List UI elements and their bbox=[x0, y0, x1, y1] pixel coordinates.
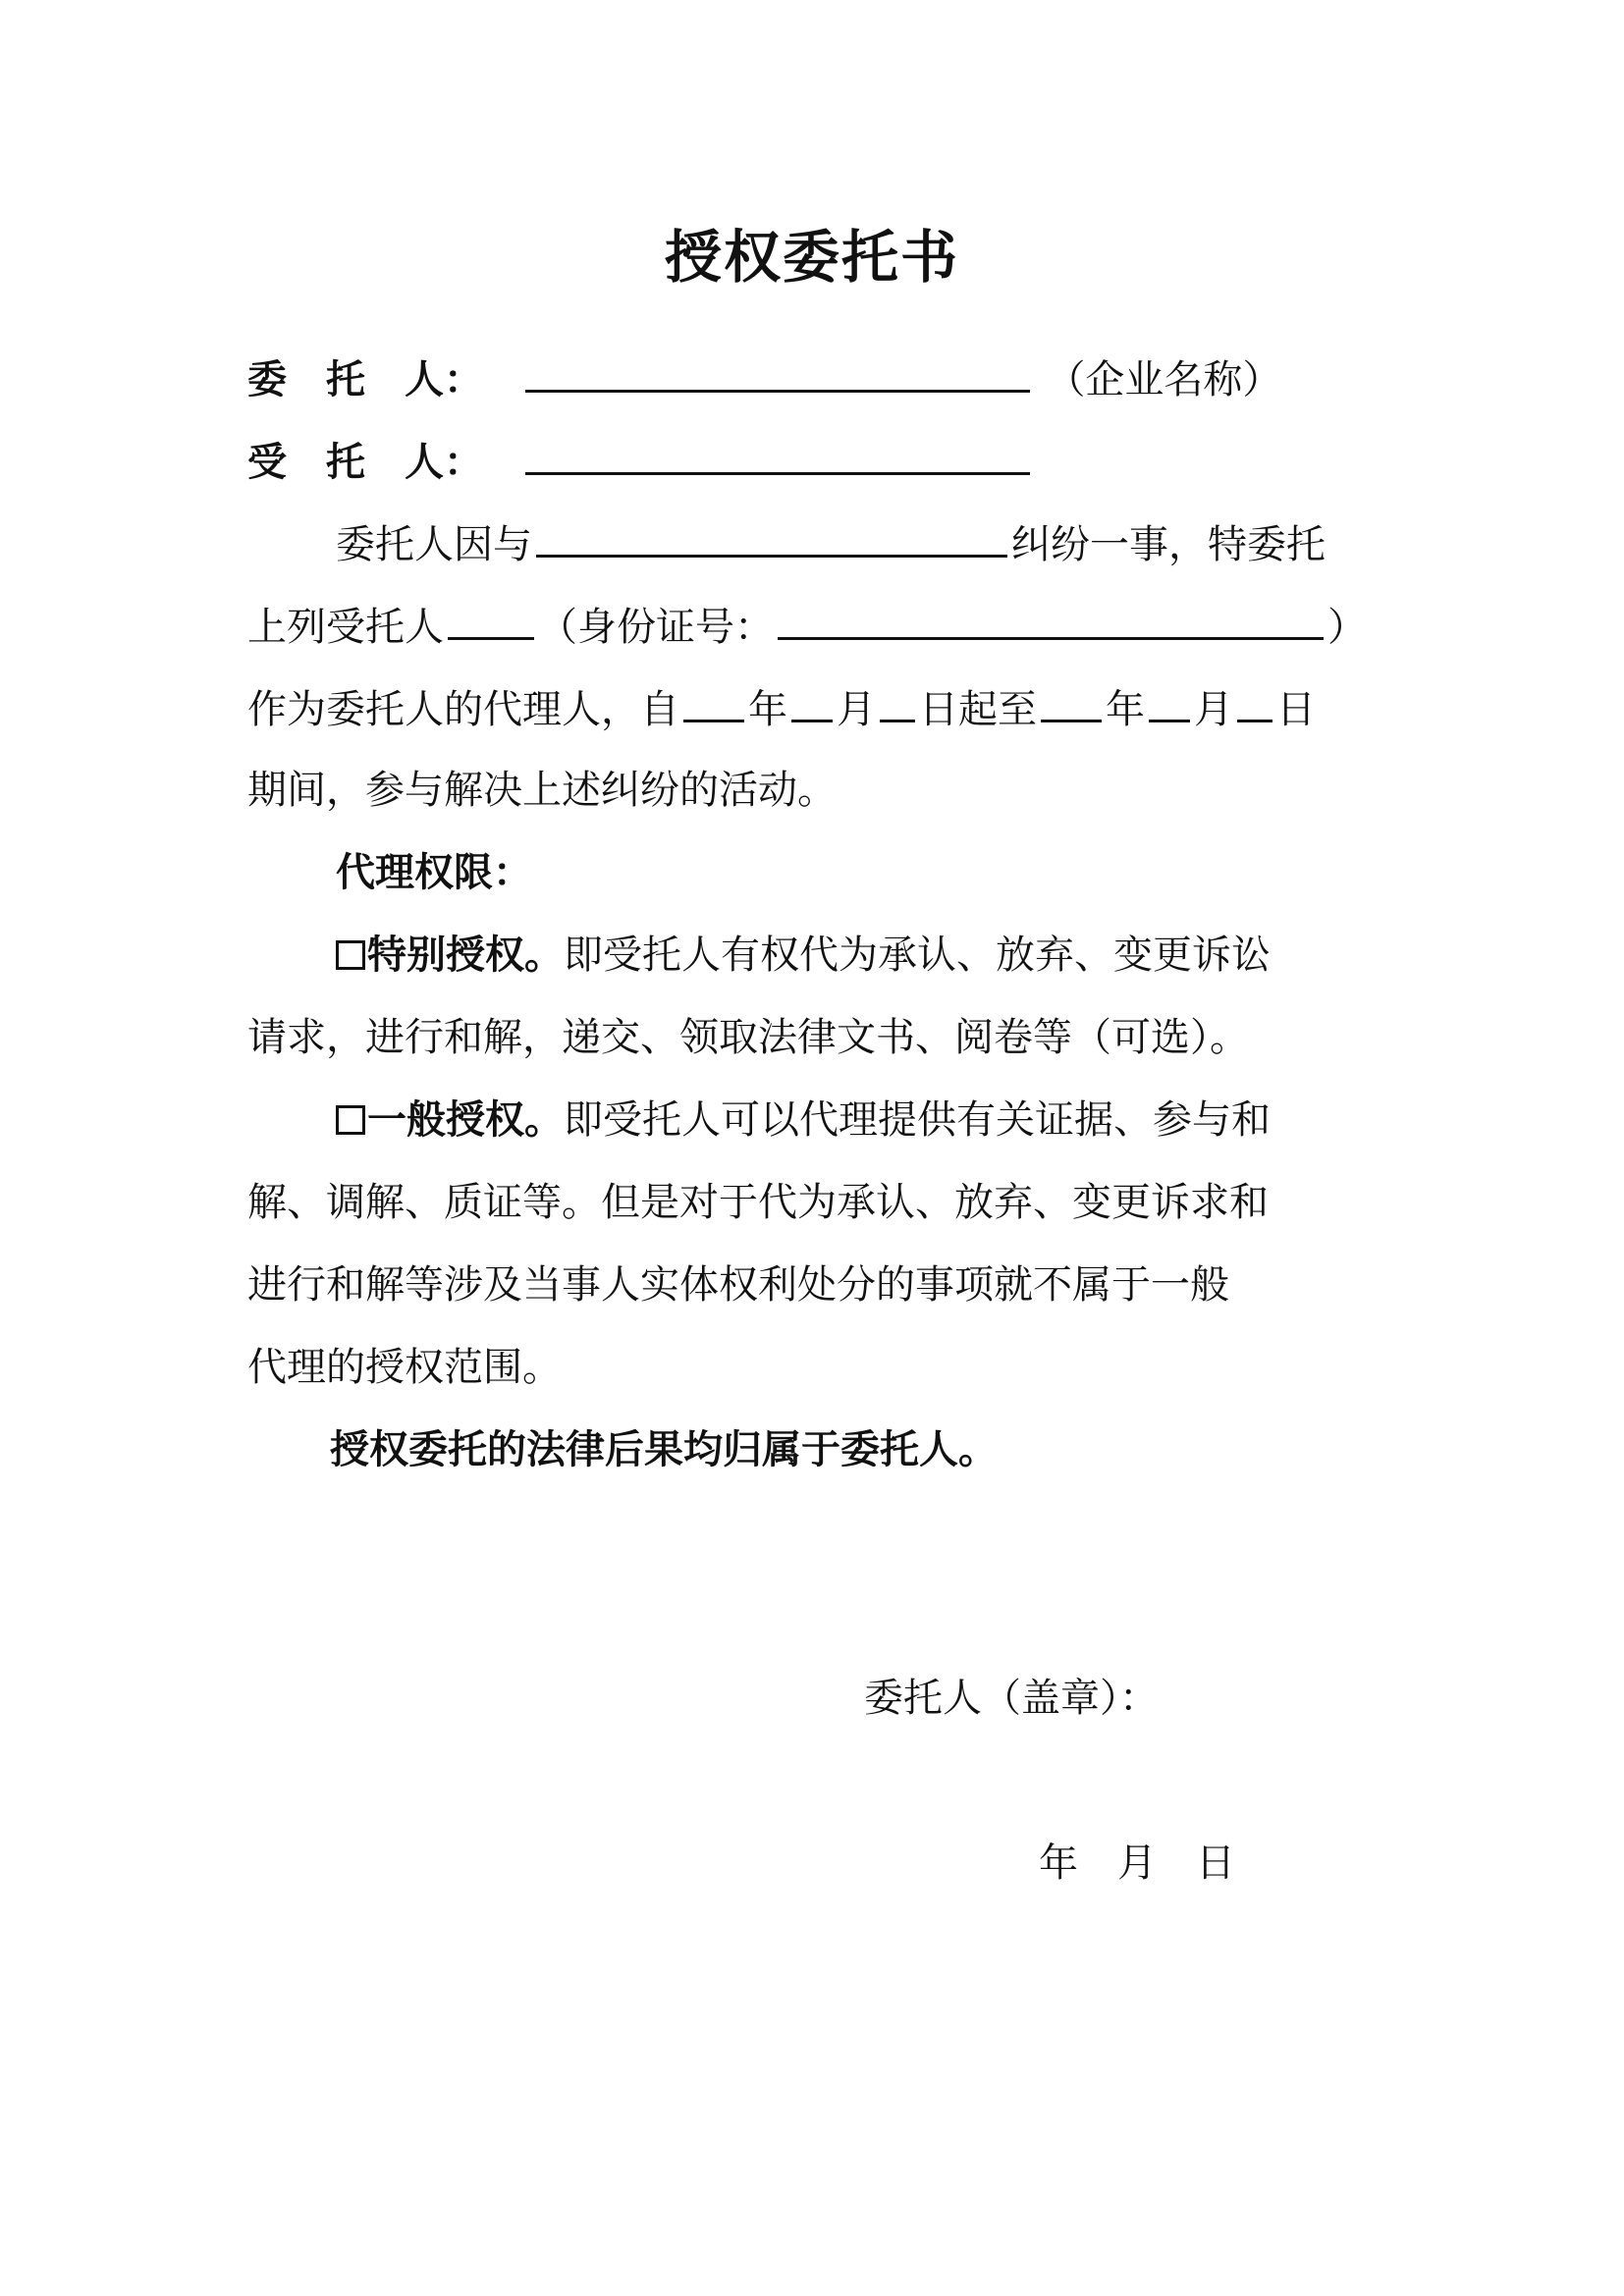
body-line-1 bbox=[336, 515, 1326, 572]
body-line-2 bbox=[247, 598, 1367, 655]
date-line: 年 月 日 bbox=[1039, 1841, 1235, 1886]
special-auth-line-1 bbox=[336, 928, 1271, 983]
body-text: （身份证号： bbox=[538, 605, 774, 650]
body-text: 期间，参与解决上述纠纷的活动。 bbox=[247, 768, 837, 813]
general-auth-checkbox[interactable] bbox=[336, 1105, 365, 1135]
body-text: 代理的授权范围。 bbox=[247, 1345, 562, 1390]
start-month-blank[interactable] bbox=[791, 680, 833, 722]
body-text: 月 bbox=[837, 687, 876, 732]
body-text: 纠纷一事，特委托 bbox=[1011, 522, 1326, 567]
body-text: 年 bbox=[748, 687, 787, 732]
general-auth-line-4 bbox=[247, 1340, 562, 1395]
end-month-blank[interactable] bbox=[1149, 680, 1190, 722]
body-text: 年 bbox=[1106, 687, 1145, 732]
body-text: 日起至 bbox=[919, 687, 1037, 732]
general-auth-line-1 bbox=[336, 1093, 1271, 1148]
general-auth-line-2 bbox=[247, 1175, 1269, 1230]
document-title: 授权委托书 bbox=[664, 224, 959, 291]
special-auth-label: 特别授权。 bbox=[367, 932, 564, 978]
end-year-blank[interactable] bbox=[1041, 680, 1102, 722]
body-text: 月 bbox=[1194, 687, 1233, 732]
body-text: ） bbox=[1327, 605, 1367, 650]
agent-blank[interactable] bbox=[448, 598, 534, 640]
start-year-blank[interactable] bbox=[683, 680, 744, 722]
special-auth-line-2 bbox=[247, 1010, 1249, 1065]
body-text: 请求，进行和解，递交、领取法律文书、阅卷等（可选）。 bbox=[247, 1015, 1249, 1060]
body-text: 日 bbox=[1276, 687, 1316, 732]
principal-line bbox=[247, 350, 1281, 407]
signature-label: 委托人（盖章）： bbox=[864, 1676, 1159, 1721]
body-text: 委托人因与 bbox=[336, 522, 532, 567]
agent-name-blank[interactable] bbox=[525, 433, 1030, 475]
dispute-party-blank[interactable] bbox=[536, 515, 1007, 558]
legal-consequence: 授权委托的法律后果均归属于委托人。 bbox=[330, 1426, 998, 1472]
start-day-blank[interactable] bbox=[880, 680, 915, 722]
general-auth-label: 一般授权。 bbox=[367, 1096, 564, 1143]
principal-label: 委 托 人： bbox=[247, 356, 483, 402]
body-text: 作为委托人的代理人，自 bbox=[247, 687, 679, 732]
special-auth-checkbox[interactable] bbox=[336, 940, 365, 970]
body-text: 进行和解等涉及当事人实体权利处分的事项就不属于一般 bbox=[247, 1262, 1229, 1308]
general-auth-line-3 bbox=[247, 1257, 1229, 1312]
authority-heading: 代理权限： bbox=[336, 849, 532, 895]
principal-suffix: （企业名称） bbox=[1046, 357, 1282, 402]
id-number-blank[interactable] bbox=[778, 598, 1324, 640]
body-text: 上列受托人 bbox=[247, 605, 444, 650]
body-text: 解、调解、质证等。但是对于代为承认、放弃、变更诉求和 bbox=[247, 1180, 1269, 1225]
agent-label: 受 托 人： bbox=[247, 439, 483, 485]
end-day-blank[interactable] bbox=[1237, 680, 1272, 722]
body-line-4 bbox=[247, 763, 837, 818]
body-text: 即受托人有权代为承认、放弃、变更诉讼 bbox=[564, 933, 1271, 978]
body-line-3 bbox=[247, 680, 1316, 737]
principal-name-blank[interactable] bbox=[525, 350, 1030, 393]
body-text: 即受托人可以代理提供有关证据、参与和 bbox=[564, 1097, 1271, 1143]
agent-line bbox=[247, 433, 1034, 490]
